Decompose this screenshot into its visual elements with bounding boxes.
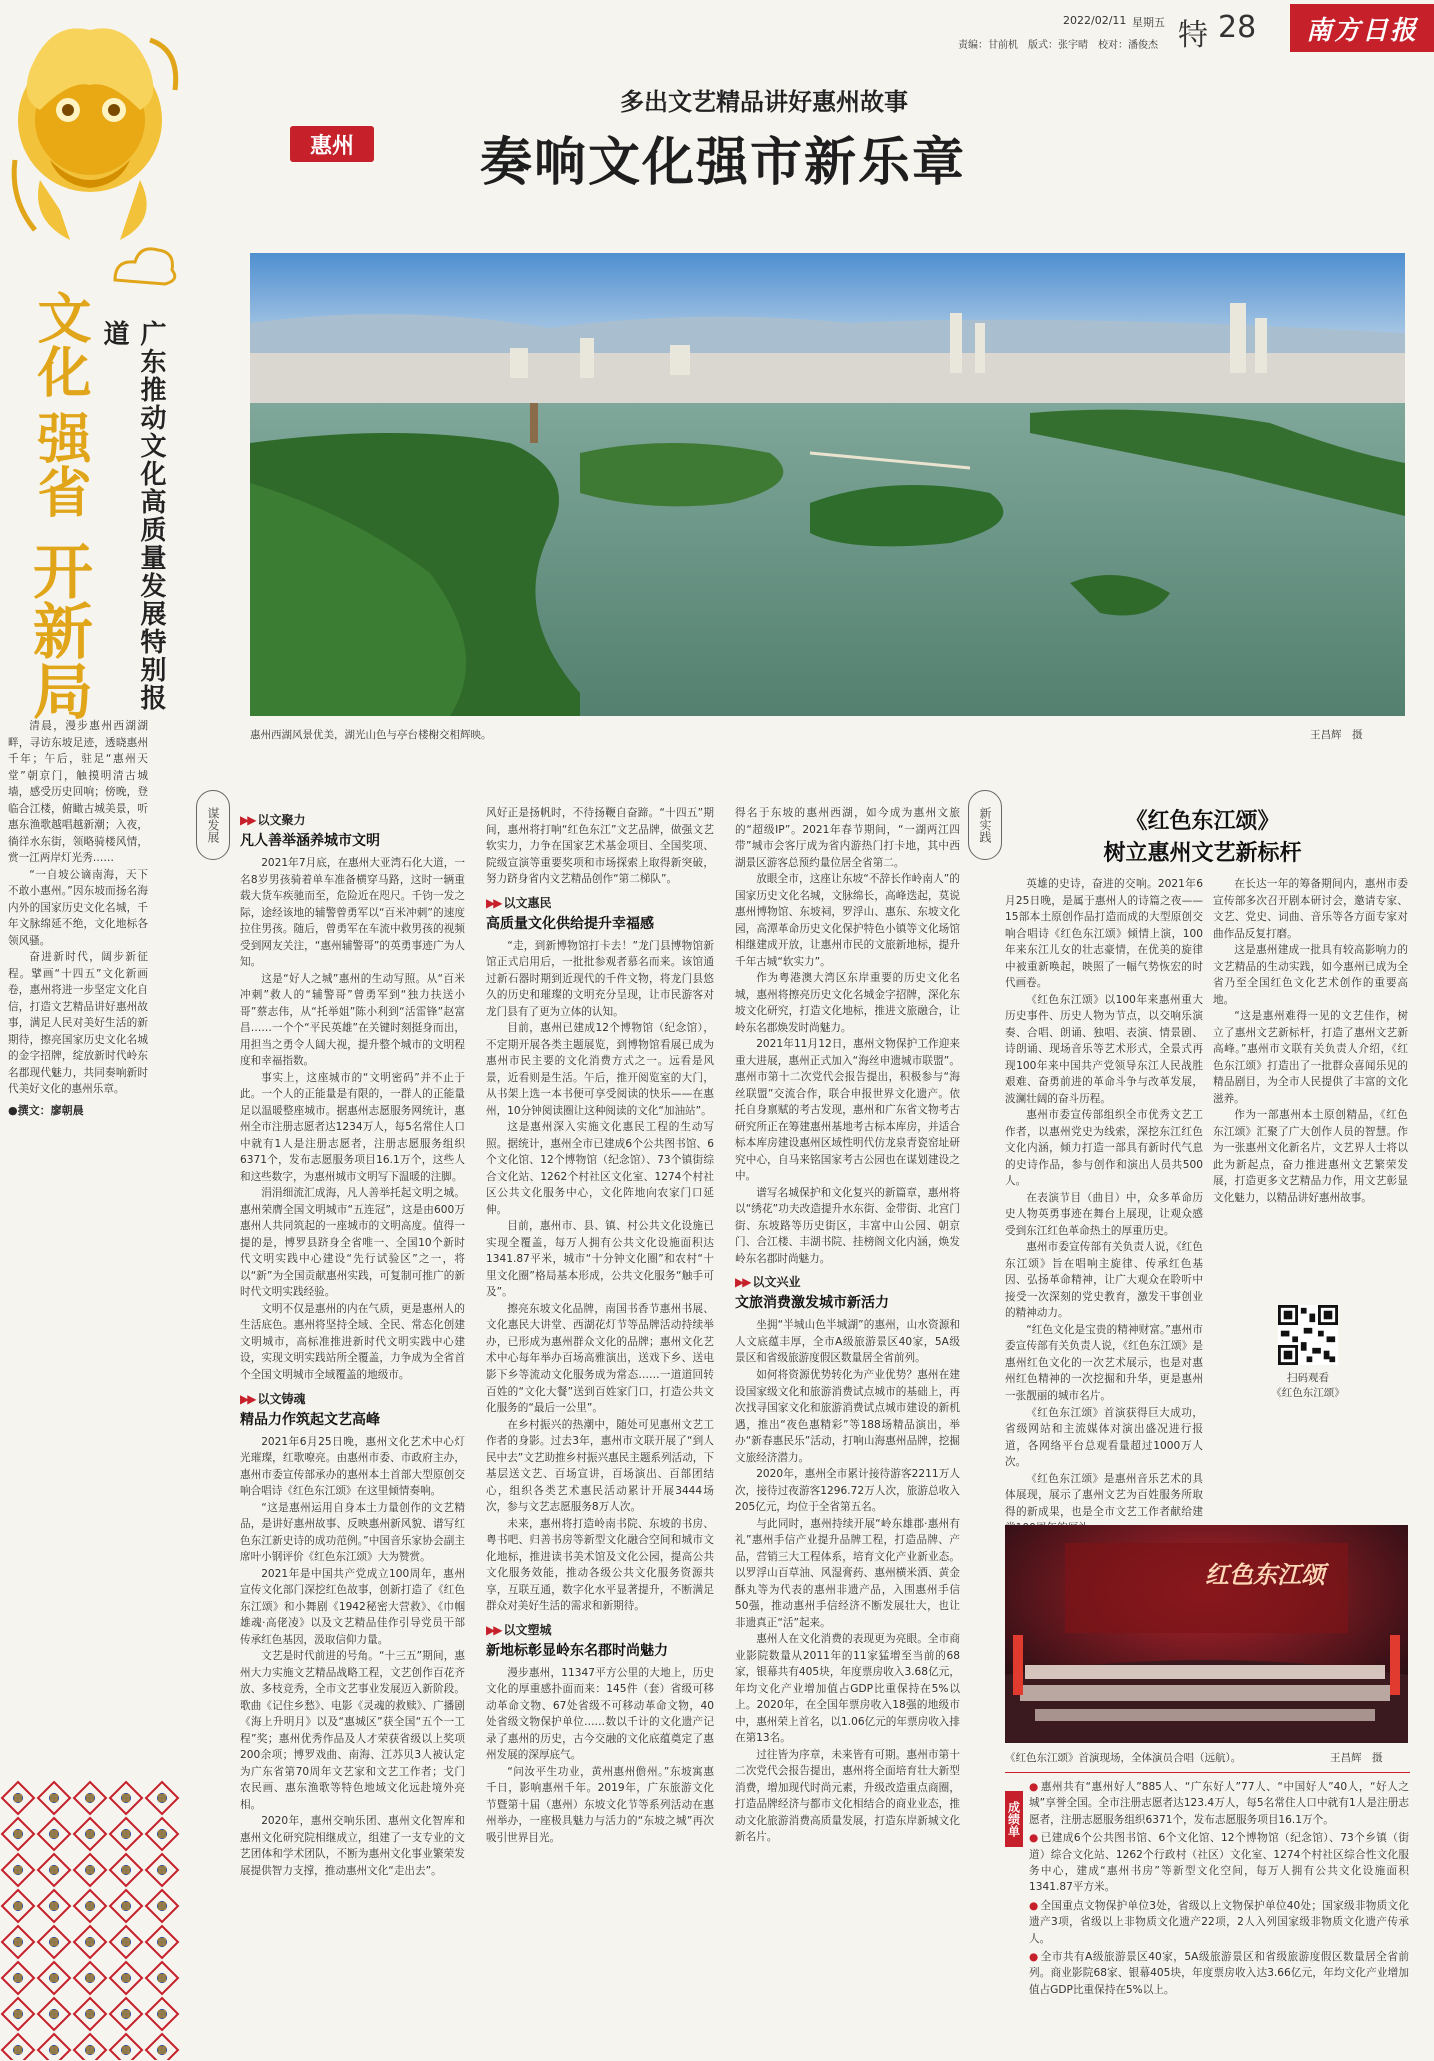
red-song-title-line1: 《红色东江颂》 (1125, 808, 1280, 834)
article-paragraph: 如何将资源优势转化为产业优势？惠州在建设国家级文化和旅游消费试点城市的基础上，再次找寻国家文化和旅游消费试点城市建设的新机遇，推出“夜色惠精彩”等188场精品演出，举办“新春惠民乐”活动，打响山海惠州品牌，挖掘文旅经济潜力。 (735, 1368, 960, 1464)
intro-paragraph: 清晨，漫步惠州西湖湖畔，寻访东坡足迹，透晓惠州千年；午后，驻足“惠州天堂”朝京门，触摸明清古城墙，感受历史回响；傍晚，登临合江楼，俯瞰古城美景，听惠东渔歌越唱越新潮；入夜，徜徉水东街，领略骑楼风情，赏一江两岸灯光秀…… (8, 720, 148, 865)
city-badge: 惠州 (290, 126, 374, 162)
red-song-column-2 (1213, 876, 1408, 1306)
cloud-ornament-icon (110, 240, 180, 290)
article-paragraph: 这是“好人之城”惠州的生动写照。从“百米冲刺”救人的“辅警哥”曾勇军到“独力扶送小哥”蔡志伟，从“托举姐”陈小利到“活雷锋”赵富昌……一个个“平民英雄”在关键时刻挺身而出，用担当之勇令人阔大视，提升整个城市的文明程度和幸福指数。 (240, 972, 465, 1068)
article-paragraph: 谱写名城保护和文化复兴的新篇章，惠州将以“绣花”功夫改造提升水东街、金带街、北宫门街、东坡路等历史街区，丰富中山公园、朝京门、合江楼、丰湖书院、挂榜阁文化内涵，焕发岭东名郡时尚魅力。 (735, 1186, 960, 1265)
article-paragraph: 惠州市委宣传部组织全市优秀文艺工作者，以惠州党史为线索，深挖东江红色文化内涵，倾力打造一部具有新时代气息的史诗作品，参与创作和演出人员共500人。 (1005, 1109, 1203, 1188)
concert-photo-caption: 《红色东江颂》首演现场，全体演员合唱（远航）。 (1005, 1752, 1242, 1764)
article-paragraph: 过往皆为序章，未来皆有可期。惠州市第十二次党代会报告提出，惠州将全面培育壮大新型消费，增加现代时尚元素，升级改造重点商圈，打造品牌经济与都市文化相结合的商业业态，推动文化旅游消费高质量发展，打造东岸新城文化新名片。 (735, 1748, 960, 1844)
headline-block (240, 80, 1240, 220)
article-paragraph: “走，到新博物馆打卡去！”龙门县博物馆新馆正式启用后，一批批参观者慕名而来。该馆通过新石器时期到近现代的千件文物，将龙门县悠久的历史和璀璨的文明充分呈现，让市民游客对龙门县有了更为立体的认知。 (486, 939, 714, 1018)
calligraphy-line-3: 开新局 (23, 540, 93, 720)
article-paragraph: 这是惠州建成一批具有较高影响力的文艺精品的生动实践，如今惠州已成为全省乃至全国红色文化艺术创作的重要高地。 (1213, 944, 1408, 1006)
concert-stage-text: 红色东江颂 (1205, 1560, 1325, 1589)
byline: ●撰文：廖朝晨 (8, 1103, 84, 1117)
article-paragraph: 惠州市委宣传部有关负责人说，《红色东江颂》旨在唱响主旋律、传承红色基因、弘扬革命精神，让广大观众在聆听中接受一次深刻的党史教育，激发干事创业的精神动力。 (1005, 1241, 1203, 1320)
article-paragraph: 作为一部惠州本土原创精品，《红色东江颂》汇聚了广大创作人员的智慧。作为一张惠州文化新名片，文艺界人士将以此为新起点，奋力推进惠州文艺繁荣发展，打造更多文艺精品力作，用文艺彰显文化魅力，以精品讲好惠州故事。 (1213, 1109, 1408, 1204)
article-paragraph: 风好正是扬帆时，不待扬鞭自奋蹄。“十四五”期间，惠州将打响“红色东江”文艺品牌，做强文艺软实力，力争在国家艺术基金项目、全国奖项、院级宣演等重要奖项和市场探索上取得新突破，努力跻身省内文艺精品创作“第二梯队”。 (486, 807, 714, 886)
article-paragraph: 《红色东江颂》以100年来惠州重大历史事件、历史人物为节点，以交响乐演奏、合唱、朗诵、独唱、表演、情景剧、诗朗诵、现场音乐等艺术形式，全景式再现100年来中国共产党领导东江人民战胜艰难、奋勇前进的革命斗争与改革发展，波澜壮阔的奋斗历程。 (1005, 993, 1203, 1105)
article-paragraph: 事实上，这座城市的“文明密码”并不止于此。一个人的正能量是有限的，一群人的正能量足以温暖整座城市。据惠州志愿服务网统计，惠州全市注册志愿者达1234万人，每5名常住人口中就有1人是注册志愿者，注册志愿服务组织6371个，发布志愿服务项目16.1万个，这些人和这些数字，为惠州城市文明写下温暖的注脚。 (240, 1071, 465, 1183)
section-title: 新地标彰显岭东名郡时尚魅力 (486, 1642, 668, 1659)
article-paragraph: 这是惠州深入实施文化惠民工程的生动写照。据统计，惠州全市已建成6个公共图书馆、6个文化馆、12个博物馆（纪念馆）、73个镇街综合文化站、1262个村社区文化室、1274个村社区公共文化服务中心，文化阵地向农家门口延伸。 (486, 1121, 714, 1216)
headline-title: 奏响文化强市新乐章 (480, 132, 967, 193)
section-kicker: ▶▶ 以文塑城 (486, 1622, 552, 1637)
article-paragraph: 放眼全市，这座让东坡“不辞长作岭南人”的国家历史文化名城，文脉绵长，高峰迭起，莫说惠州博物馆、东坡祠，罗浮山、惠东、东坡文化园，高潭革命历史文化保护特色小镇等文化场馆相继建成开放，让惠州市民的文旅新地标，提升千年古城“软实力”。 (735, 873, 960, 968)
section-kicker: ▶▶ 以文铸魂 (240, 1391, 306, 1406)
section-kicker: ▶▶ 以文惠民 (486, 895, 552, 910)
article-paragraph: “问汝平生功业，黄州惠州儋州。”东坡寓惠千日，影响惠州千年。2019年，广东旅游文化节暨第十届（惠州）东坡文化节等系列活动在惠州举办，一座极具魅力与活力的“东坡之城”再次吸引世界目光。 (486, 1765, 714, 1844)
section-title: 凡人善举涵养城市文明 (240, 833, 380, 849)
article-paragraph: 擦亮东坡文化品牌，南国书香节惠州书展、文化惠民大讲堂、西湖花灯节等品牌活动持续举办，已形成为惠州群众文化的品牌；惠州文化艺术中心每年举办百场高雅演出，送戏下乡、送电影下乡等流动文化服务成为常态……一道道回转百姓的“文化大餐”送到百姓家门口，打造公共文化服务的“最后一公里”。 (486, 1302, 714, 1415)
issue-date: 2022/02/11 (1063, 14, 1127, 27)
section-stamp-right: 新实践 (968, 790, 1002, 860)
page-number: 28 (1218, 10, 1257, 45)
article-paragraph: “红色文化是宝贵的精神财富。”惠州市委宣传部有关负责人说，《红色东江颂》是惠州红色文化的一次艺术展示，也是对惠州红色精神的一次挖掘和升华，更是惠州一张靓丽的城市名片。 (1005, 1323, 1203, 1402)
paper-logo: 南方日报 (1290, 4, 1434, 52)
article-paragraph: 2020年，惠州全市累计接待游客2211万人次，接待过夜游客1296.72万人次，旅游总收入205亿元，均位于全省第五名。 (735, 1468, 960, 1514)
calligraphy-line-2: 强省 (29, 410, 93, 518)
article-paragraph: 未来，惠州将打造岭南书院、东坡的书房、粤书吧、归善书房等新型文化融合空间和城市文化地标，推进读书美术馆及文化公园，提高公共文化服务效能，推动各级公共文化服务资源共享，互联互通，数字化水平显著提升，不断满足群众对美好生活的需求和新期待。 (486, 1517, 714, 1613)
article-paragraph: 涓涓细流汇成海，凡人善举托起文明之城。惠州荣膺全国文明城市“五连冠”，这是由600万惠州人共同筑起的一座城市的文明高度。值得一提的是，博罗县跻身全省唯一、全国10个新时代文明实践中心建设“先行试验区”之一，将以“新”为全国贡献惠州实践，可复制可推广的新时代文明实践经验。 (240, 1187, 465, 1299)
article-paragraph: 在表演节目（曲目）中，众多革命历史人物英勇事迹在舞台上展现，让观众感受到东江红色革命热土的厚重历史。 (1005, 1191, 1203, 1237)
article-paragraph: 2021年是中国共产党成立100周年，惠州宣传文化部门深挖红色故事，创新打造了《红色东江颂》和小舞剧《1942秘密大营救》、《巾帼雄魂·高佬凌》以及文艺精品佳作引导党员干部传承红色基因，汲取信仰力量。 (240, 1567, 465, 1646)
article-paragraph: 《红色东江颂》是惠州音乐艺术的具体展现，展示了惠州文艺为百姓服务所取得的新成果，也是全市文艺工作者献给建 (1005, 1472, 1203, 1518)
section-kicker: ▶▶ 以文聚力 (240, 813, 306, 827)
red-song-title-line2: 树立惠州文艺新标杆 (1103, 840, 1302, 866)
article-paragraph: 在长达一年的筹备期间内，惠州市委宣传部多次召开剧本研讨会，邀请专家、文艺、党史、词曲、音乐等各方面专家对曲作品反复打磨。 (1213, 878, 1408, 940)
article-paragraph: 文艺是时代前进的号角。“十三五”期间，惠州大力实施文艺精品战略工程，文艺创作百花齐放、多枝竞秀，全市文艺事业发展迈入新阶段。歌曲《记住乡愁》、电影《灵魂的救赎》、广播剧《海上升明月》以及“惠城区”获全国“五个一工程”奖；惠州优秀作品及人才荣获省级以上奖项200余项；博罗戏曲、南海、江苏贝3人被认定为广东省第70周年文艺家和文艺工作者；戈门农民画、惠东渔歌等特色地域文化远赴境外亮相。 (240, 1650, 465, 1811)
article-paragraph: 文明不仅是惠州的内在气质，更是惠州人的生活底色。惠州将坚持全域、全民、常态化创建文明城市，高标准推进新时代文明实践中心建设，实现文明实践站所全覆盖，力争成为全省首个全国文明城市全域覆盖的地级市。 (240, 1302, 465, 1381)
achievement-item: ● 已建成6个公共图书馆、6个文化馆、12个博物馆（纪念馆）、73个乡镇（街道）综合文化站、1262个行政村（社区）文化室、1274个村社区综合性文化服务中心，建成“惠州书房”等新型文化空间，每万人拥有公共文化设施面积1341.87平方米。 (1029, 1832, 1410, 1894)
article-paragraph: 作为粤港澳大湾区东岸重要的历史文化名城，惠州将擦亮历史文化名城金字招牌，深化东坡文化研究，打造文化地标，推进文旅融合，让岭东名郡焕发时尚魅力。 (735, 972, 960, 1034)
article-paragraph: 2021年11月12日，惠州文物保护工作迎来重大进展，惠州正式加入“海丝申遗城市联盟”。惠州市第十二次党代会报告提出，积极参与“海丝联盟”交流合作，联合申报世界文化遗产。依托自身禀赋的考古发现，惠州和广东省文物考古研究所正在筹建惠州基地考古标本库房，并适合标本库房建设惠州区域性明代仿龙泉青瓷窑址研究中心，自马来铭国家考古公园也在谋划建设之中。 (735, 1038, 960, 1183)
article-paragraph: 2021年7月底，在惠州大亚湾石化大道，一名8岁男孩骑着单车准备横穿马路，这时一辆重载大货车疾驰而至，危险近在咫尺。千钧一发之际，途经该地的辅警曾勇军以“百米冲刺”的速度拉住男孩。随后，曾勇军在车流中救男孩的视频受到网友关注，“惠州辅警哥”的英勇事迹广为人知。 (240, 857, 465, 969)
article-paragraph: 惠州人在文化消费的表现更为亮眼。全市商业影院数量从2011年的11家猛增至当前的68家，银幕共有405块，年度票房收入3.68亿元，年均文化产业增加值占GDP比重保持在5%以上。2020年，在全国年票房收入18强的地级市中，惠州荣上首名，以1.06亿元的年票房收入排在第13名。 (735, 1633, 960, 1745)
article-paragraph: 2021年6月25日晚，惠州文化艺术中心灯光璀璨，红歌嘹亮。由惠州市委、市政府主办，惠州市委宣传部承办的惠州本土首部大型原创交响合唱诗《红色东江颂》在这里倾情奏响。 (240, 1435, 465, 1498)
article-paragraph: 漫步惠州，11347平方公里的大地上，历史文化的厚重感扑面而来：145件（套）省级可移动革命文物、67处省级不可移动革命文物，40处省级文物保护单位……数以千计的文化遗产记录了惠州的历史，古今交融的文化底蕴奠定了惠州发展的深厚底气。 (486, 1666, 714, 1762)
red-song-column-1 (1005, 876, 1203, 1518)
article-paragraph: 《红色东江颂》首演获得巨大成功，省级网站和主流媒体对演出盛况进行报道，各网络平台总观看量超过1000万人次。 (1005, 1406, 1203, 1469)
section-kicker: ▶▶ 以文兴业 (735, 1275, 801, 1290)
article-column-1 (240, 805, 465, 2055)
concert-photo-credit: 王昌辉 摄 (1330, 1752, 1383, 1764)
main-photo-caption: 惠州西湖风景优美，湖光山色与亭台楼榭交相辉映。 (250, 729, 492, 741)
section-title: 文旅消费激发城市新活力 (735, 1295, 889, 1312)
left-banner (0, 0, 190, 2061)
intro-paragraph: “一自坡公谪南海，天下不敢小惠州。”因东坡而扬名海内外的国家历史文化名城，千年文脉绵延不绝，文化地标各领风骚。 (8, 868, 148, 947)
article-paragraph: 与此同时，惠州持续开展“岭东雄郡·惠州有礼”惠州手信产业提升品牌工程，打造品牌、产品，营销三大工程体系，培育文化产业新业态。以罗浮山百草油、风湿膏药、惠州横米酒、黄金酥丸等为代表的惠州非遗产品，入围惠州手信50强，推动惠州手信经济不断发展壮大，也让非遗真正“活”起来。 (735, 1517, 960, 1629)
main-photo (250, 253, 1405, 716)
section-stamp-left: 谋发展 (196, 790, 230, 860)
section-title: 精品力作筑起文艺高峰 (240, 1411, 380, 1428)
achievements-box (1005, 1772, 1410, 2056)
concert-photo (1005, 1525, 1408, 1743)
qr-caption: 扫码观看 (1287, 1372, 1329, 1384)
article-paragraph: 得名于东坡的惠州西湖，如今成为惠州文旅的“超级IP”。2021年春节期间，“一湖两江四带”城市会客厅成为省内游热门打卡地，其中西湖景区游客总预约量位居全省第二。 (735, 807, 960, 869)
article-column-3 (735, 805, 960, 2055)
achievements-list (1029, 1779, 1409, 2053)
achievements-label: 成绩单 (1005, 1791, 1023, 1847)
issue-weekday: 星期五 (1132, 16, 1165, 29)
article-paragraph: 目前，惠州市、县、镇、村公共文化设施已实现全覆盖，每万人拥有公共文化设施面积达1341.87平米，城市“十分钟文化圈”和农村“十里文化圈”格局基本形成，公共文化服务“触手可及”。 (486, 1220, 714, 1299)
qr-code-icon[interactable] (1278, 1305, 1338, 1365)
article-paragraph: 英雄的史诗，奋进的交响。2021年6月25日晚，是属于惠州人的诗篇之夜——15部本土原创作品打造而成的大型原创交响合唱诗《红色东江颂》倾情上演，100年来东江儿女的壮志豪情，在优美的旋律中被重新唤起，映照了一幅气势恢宏的时代画卷。 (1005, 878, 1203, 990)
article-paragraph: “这是惠州难得一见的文艺佳作，树立了惠州文艺新标杆，打造了惠州文艺新高峰。”惠州市文联有关负责人介绍，《红色东江颂》打造出了一批群众喜闻乐见的精品剧目，为全市人民提供了丰富的文化滋养。 (1213, 1010, 1408, 1105)
achievement-item: ● 全国重点文物保护单位3处，省级以上文物保护单位40处；国家级非物质文化遗产3项，省级以上非物质文化遗产22项，2人入列国家级非物质文化遗产传承人。 (1029, 1899, 1409, 1945)
qr-caption: 《红色东江颂》 (1271, 1387, 1345, 1399)
headline-kicker: 多出文艺精品讲好惠州故事 (620, 87, 908, 116)
lion-dance-head-icon (10, 10, 190, 250)
section-title: 高质量文化供给提升幸福感 (486, 915, 654, 932)
header-bar (0, 0, 1434, 60)
calligraphy-line-1: 文化 (29, 290, 93, 398)
main-photo-credit: 王昌辉 摄 (1310, 729, 1363, 741)
article-paragraph: 2020年，惠州交响乐团、惠州文化智库和惠州文化研究院相继成立，组建了一支专业的文艺团体和学术团队，不断为惠州文化事业繁荣发展提供智力支撑，推动惠州文化“走出去”。 (240, 1815, 465, 1877)
article-paragraph: 在乡村振兴的热潮中，随处可见惠州文艺工作者的身影。过去3年，惠州市文联开展了“到人民中去”文艺助推乡村振兴惠民主题系列活动，下基层送文艺、百场宣讲，百场演出、百部团结心，组织各类艺术惠民活动累计开展3444场次，参与文艺志愿服务8万人次。 (486, 1418, 714, 1514)
article-column-2 (486, 805, 714, 2055)
lattice-pattern-icon (0, 1780, 180, 2060)
achievement-item: ● 惠州共有“惠州好人”885人、“广东好人”77人、“中国好人”40人，“好人之城”享誉全国。全市注册志愿者达123.4万人，每5名常住人口中就有1人是注册志愿者，注册志愿服务组织6371个，发布志愿服务项目16.1万个。 (1029, 1781, 1409, 1826)
editor-line: 责编：甘前机 版式：张宇晴 校对：潘俊杰 (958, 40, 1158, 51)
intro-paragraph: 奋进新时代，阔步新征程。擘画“十四五”文化新画卷，惠州将进一步坚定文化自信，打造文艺精品讲好惠州故事，满足人民对美好生活的新期待，擦亮国家历史文化名城的金字招牌，绽放新时代岭东名郡现代魅力，共同奏响新时代美好文化的惠州乐章。 (8, 951, 148, 1096)
article-paragraph: “这是惠州运用自身本土力量创作的文艺精品，是讲好惠州故事、反映惠州新风貌、谱写红色东江新史诗的成功范例。”中国音乐家协会副主席叶小钢评价《红色东江颂》大为赞赏。 (240, 1501, 465, 1564)
article-paragraph: 坐拥“半城山色半城湖”的惠州，山水资源和人文底蕴丰厚，全市A级旅游景区40家，5A级景区和省级旅游度假区数量居全省前列。 (735, 1319, 960, 1365)
special-label: 特 (1178, 18, 1208, 53)
achievement-item: ● 全市共有A级旅游景区40家，5A级旅游景区和省级旅游度假区数量居全省前列。商业影院68家、银幕405块，年度票房收入达3.66亿元，年均文化产业增加值占GDP比重保持在5%以上。 (1029, 1951, 1410, 1996)
article-paragraph: 目前，惠州已建成12个博物馆（纪念馆），不定期开展各类主题展览，到博物馆看展已成为惠州市民主要的文化消费方式之一。远看是风景，近看则是生活。午后，推开阅览室的大门，从书架上选一本书便可享受阅读的快乐——在惠州，10分钟阅读圈让这种阅读的文化“加油站”。 (486, 1022, 714, 1117)
series-title: 广东推动文化高质量发展特别报道 (99, 320, 166, 712)
banner-intro (8, 718, 148, 1118)
